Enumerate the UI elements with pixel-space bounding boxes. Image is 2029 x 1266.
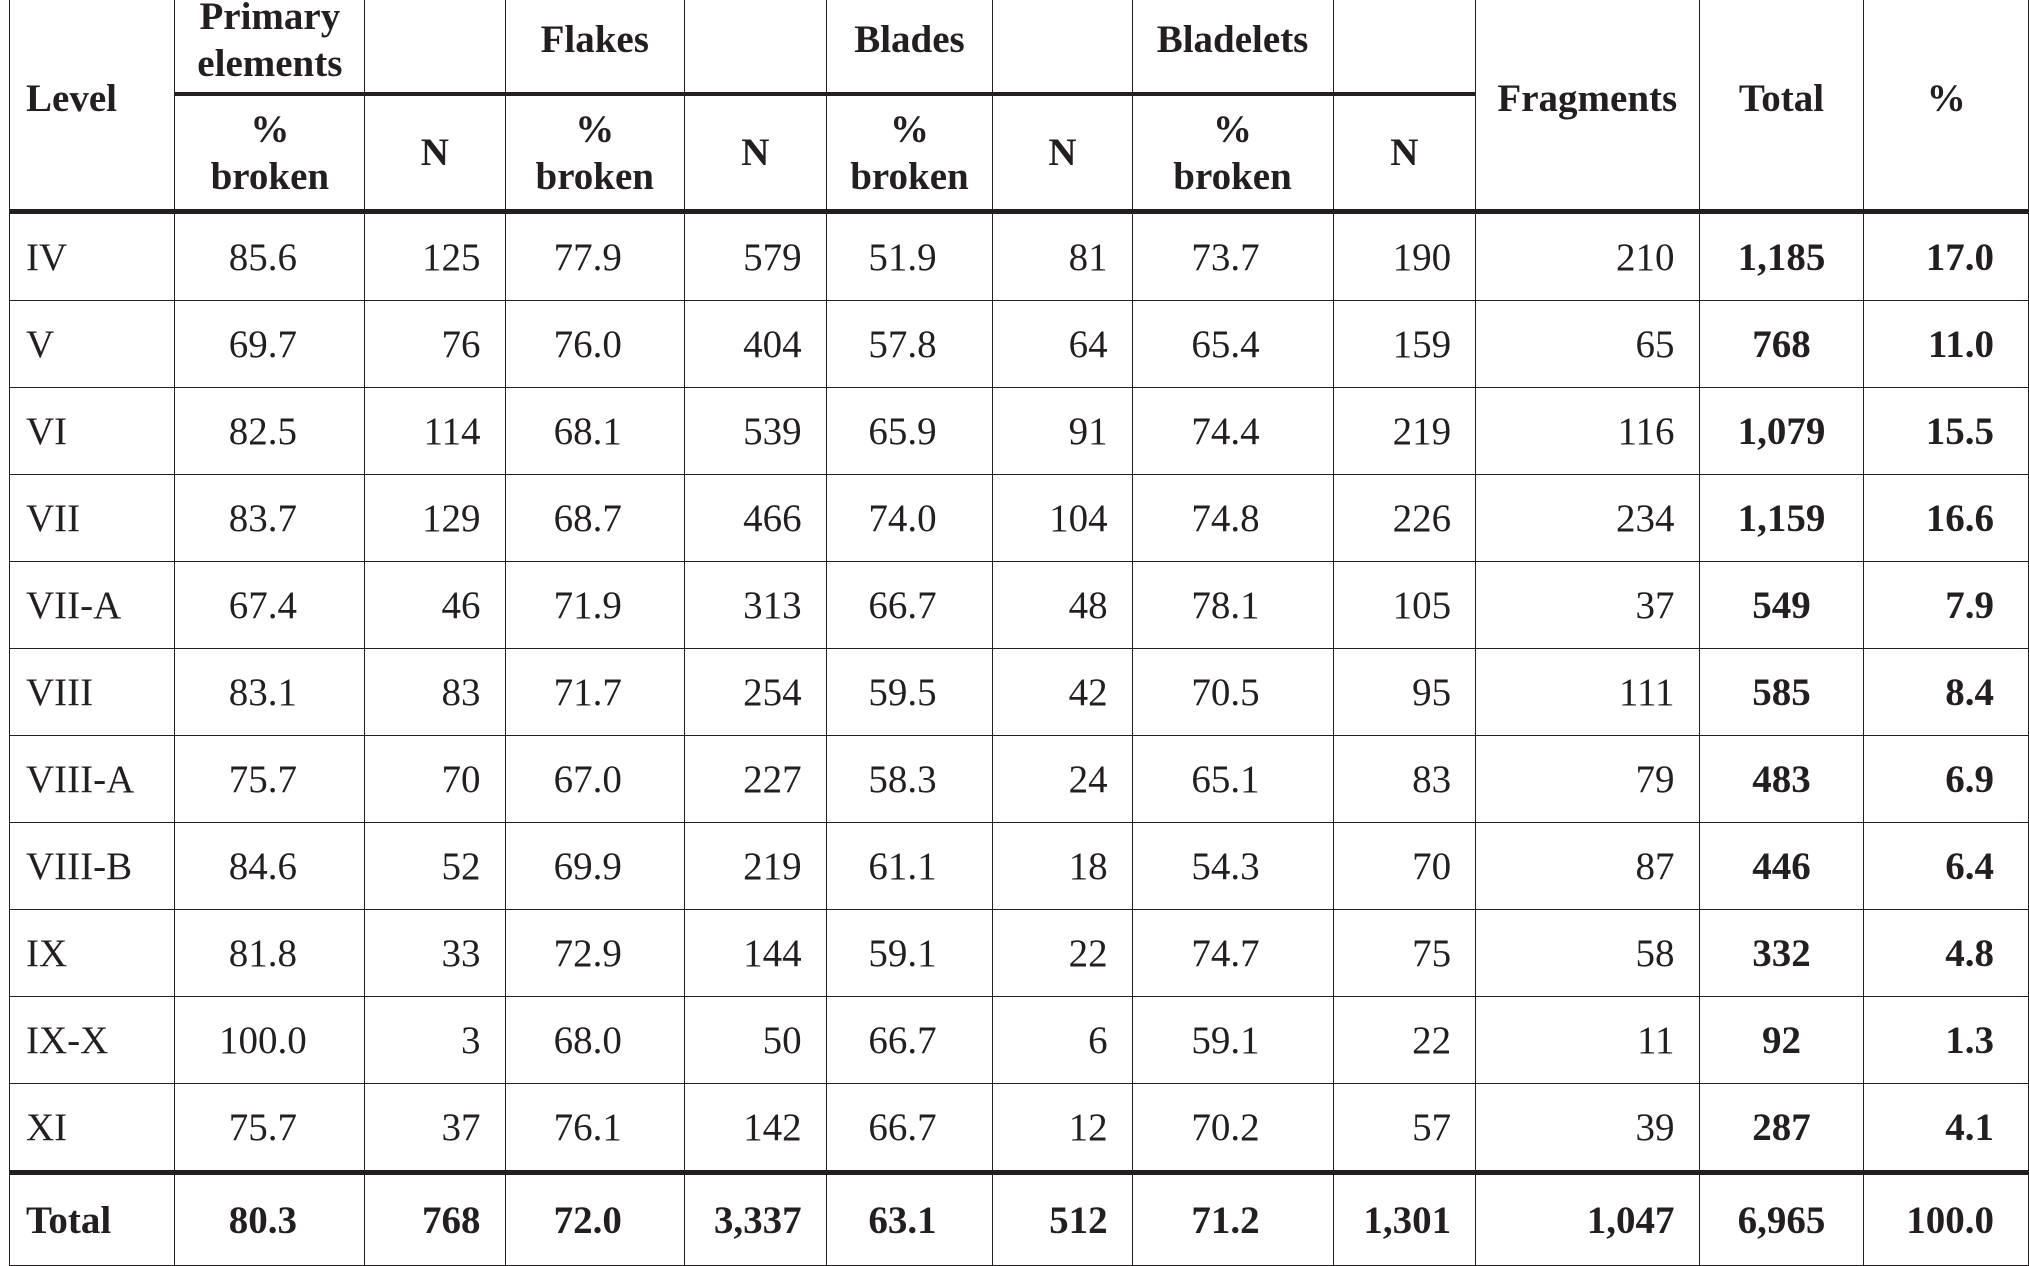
cell-flakes-pct-broken: 71.7 [505, 649, 685, 736]
cell-blades-n: 12 [993, 1084, 1132, 1173]
cell-total: 483 [1699, 736, 1864, 823]
subheader-n: N [685, 94, 827, 212]
cell-flakes-n: 579 [685, 212, 827, 301]
cell-percent: 8.4 [1864, 649, 2029, 736]
cell-blades-pct-broken: 66.7 [826, 1084, 993, 1173]
cell-total: 332 [1699, 910, 1864, 997]
cell-fragments: 37 [1476, 562, 1699, 649]
cell-primary-n: 33 [365, 910, 505, 997]
cell-blades-pct-broken: 66.7 [826, 562, 993, 649]
cell-flakes-n: 144 [685, 910, 827, 997]
cell-bladelets-n: 75 [1333, 910, 1476, 997]
cell-fragments: 116 [1476, 388, 1699, 475]
cell-bladelets-n: 83 [1333, 736, 1476, 823]
table-body [10, 212, 2029, 1266]
cell-primary-n: 3 [365, 997, 505, 1084]
cell-primary-pct-broken: 81.8 [175, 910, 365, 997]
cell-level: VIII-A [10, 736, 175, 823]
cell-bladelets-n: 105 [1333, 562, 1476, 649]
cell-percent: 7.9 [1864, 562, 2029, 649]
cell-percent: 16.6 [1864, 475, 2029, 562]
cell-primary-pct-broken: 82.5 [175, 388, 365, 475]
header-bladelets: Bladelets [1132, 0, 1333, 94]
cell-blades-pct-broken: 57.8 [826, 301, 993, 388]
cell-percent: 100.0 [1864, 1173, 2029, 1266]
cell-fragments: 79 [1476, 736, 1699, 823]
subheader-n: N [993, 94, 1132, 212]
cell-flakes-n: 466 [685, 475, 827, 562]
table-row [10, 736, 2029, 823]
cell-fragments: 234 [1476, 475, 1699, 562]
cell-primary-n: 37 [365, 1084, 505, 1173]
header-empty [1333, 0, 1476, 94]
cell-total: 92 [1699, 997, 1864, 1084]
cell-primary-pct-broken: 83.1 [175, 649, 365, 736]
cell-blades-n: 42 [993, 649, 1132, 736]
table-row [10, 649, 2029, 736]
cell-blades-n: 6 [993, 997, 1132, 1084]
cell-flakes-pct-broken: 67.0 [505, 736, 685, 823]
cell-percent: 15.5 [1864, 388, 2029, 475]
cell-blades-pct-broken: 61.1 [826, 823, 993, 910]
cell-bladelets-pct-broken: 74.4 [1132, 388, 1333, 475]
header-flakes: Flakes [505, 0, 685, 94]
cell-primary-n: 76 [365, 301, 505, 388]
cell-flakes-pct-broken: 68.7 [505, 475, 685, 562]
cell-level: VII-A [10, 562, 175, 649]
cell-bladelets-pct-broken: 70.5 [1132, 649, 1333, 736]
cell-blades-pct-broken: 74.0 [826, 475, 993, 562]
cell-flakes-n: 539 [685, 388, 827, 475]
cell-blades-n: 22 [993, 910, 1132, 997]
cell-bladelets-pct-broken: 71.2 [1132, 1173, 1333, 1266]
cell-percent: 6.9 [1864, 736, 2029, 823]
cell-flakes-pct-broken: 72.9 [505, 910, 685, 997]
cell-bladelets-pct-broken: 78.1 [1132, 562, 1333, 649]
cell-blades-pct-broken: 59.1 [826, 910, 993, 997]
cell-total: 549 [1699, 562, 1864, 649]
cell-primary-n: 129 [365, 475, 505, 562]
cell-bladelets-n: 190 [1333, 212, 1476, 301]
cell-bladelets-n: 57 [1333, 1084, 1476, 1173]
cell-fragments: 111 [1476, 649, 1699, 736]
cell-percent: 1.3 [1864, 997, 2029, 1084]
cell-flakes-n: 313 [685, 562, 827, 649]
cell-bladelets-n: 95 [1333, 649, 1476, 736]
cell-primary-pct-broken: 85.6 [175, 212, 365, 301]
cell-level: VIII-B [10, 823, 175, 910]
subheader-pct-broken: % broken [175, 94, 365, 212]
cell-primary-pct-broken: 75.7 [175, 1084, 365, 1173]
lithic-breakage-table [9, 0, 2029, 1266]
cell-flakes-pct-broken: 76.0 [505, 301, 685, 388]
cell-blades-pct-broken: 65.9 [826, 388, 993, 475]
cell-bladelets-n: 70 [1333, 823, 1476, 910]
header-empty [365, 0, 505, 94]
table-row [10, 388, 2029, 475]
cell-blades-n: 91 [993, 388, 1132, 475]
cell-level: Total [10, 1173, 175, 1266]
cell-primary-pct-broken: 84.6 [175, 823, 365, 910]
cell-flakes-pct-broken: 68.0 [505, 997, 685, 1084]
header-blades: Blades [826, 0, 993, 94]
cell-bladelets-pct-broken: 74.7 [1132, 910, 1333, 997]
table-row [10, 1084, 2029, 1173]
cell-percent: 4.1 [1864, 1084, 2029, 1173]
cell-blades-pct-broken: 63.1 [826, 1173, 993, 1266]
header-fragments: Fragments [1476, 0, 1699, 212]
cell-flakes-n: 142 [685, 1084, 827, 1173]
cell-blades-n: 48 [993, 562, 1132, 649]
cell-flakes-pct-broken: 72.0 [505, 1173, 685, 1266]
cell-primary-n: 768 [365, 1173, 505, 1266]
cell-bladelets-pct-broken: 65.4 [1132, 301, 1333, 388]
cell-fragments: 210 [1476, 212, 1699, 301]
cell-total: 446 [1699, 823, 1864, 910]
subheader-pct-broken: % broken [1132, 94, 1333, 212]
cell-percent: 17.0 [1864, 212, 2029, 301]
table-row [10, 910, 2029, 997]
cell-level: VI [10, 388, 175, 475]
table-row [10, 562, 2029, 649]
cell-blades-n: 104 [993, 475, 1132, 562]
cell-level: VIII [10, 649, 175, 736]
cell-fragments: 1,047 [1476, 1173, 1699, 1266]
subheader-pct-broken: % broken [505, 94, 685, 212]
cell-blades-pct-broken: 58.3 [826, 736, 993, 823]
table-row [10, 475, 2029, 562]
cell-bladelets-n: 1,301 [1333, 1173, 1476, 1266]
cell-primary-n: 70 [365, 736, 505, 823]
cell-bladelets-n: 219 [1333, 388, 1476, 475]
cell-primary-pct-broken: 100.0 [175, 997, 365, 1084]
cell-flakes-n: 3,337 [685, 1173, 827, 1266]
cell-fragments: 39 [1476, 1084, 1699, 1173]
cell-flakes-n: 219 [685, 823, 827, 910]
total-row [10, 1173, 2029, 1266]
cell-blades-pct-broken: 51.9 [826, 212, 993, 301]
cell-bladelets-pct-broken: 54.3 [1132, 823, 1333, 910]
cell-percent: 6.4 [1864, 823, 2029, 910]
cell-bladelets-pct-broken: 74.8 [1132, 475, 1333, 562]
cell-bladelets-pct-broken: 70.2 [1132, 1084, 1333, 1173]
cell-bladelets-pct-broken: 65.1 [1132, 736, 1333, 823]
cell-total: 287 [1699, 1084, 1864, 1173]
cell-blades-pct-broken: 66.7 [826, 997, 993, 1084]
header-percent: % [1864, 0, 2029, 212]
cell-blades-n: 512 [993, 1173, 1132, 1266]
table-row [10, 301, 2029, 388]
cell-blades-n: 81 [993, 212, 1132, 301]
cell-fragments: 11 [1476, 997, 1699, 1084]
cell-bladelets-pct-broken: 73.7 [1132, 212, 1333, 301]
cell-primary-pct-broken: 67.4 [175, 562, 365, 649]
cell-fragments: 87 [1476, 823, 1699, 910]
cell-blades-pct-broken: 59.5 [826, 649, 993, 736]
cell-primary-pct-broken: 75.7 [175, 736, 365, 823]
cell-fragments: 58 [1476, 910, 1699, 997]
cell-total: 768 [1699, 301, 1864, 388]
cell-primary-pct-broken: 69.7 [175, 301, 365, 388]
header-primary-elements: Primary elements [175, 0, 365, 94]
table-row [10, 212, 2029, 301]
cell-primary-n: 125 [365, 212, 505, 301]
cell-primary-n: 114 [365, 388, 505, 475]
cell-level: VII [10, 475, 175, 562]
header-empty [685, 0, 827, 94]
cell-flakes-pct-broken: 76.1 [505, 1084, 685, 1173]
cell-flakes-n: 404 [685, 301, 827, 388]
subheader-n: N [1333, 94, 1476, 212]
subheader-pct-broken: % broken [826, 94, 993, 212]
cell-primary-pct-broken: 80.3 [175, 1173, 365, 1266]
cell-blades-n: 64 [993, 301, 1132, 388]
header-empty [993, 0, 1132, 94]
cell-flakes-n: 227 [685, 736, 827, 823]
cell-total: 585 [1699, 649, 1864, 736]
cell-bladelets-n: 22 [1333, 997, 1476, 1084]
cell-flakes-n: 254 [685, 649, 827, 736]
cell-primary-n: 46 [365, 562, 505, 649]
cell-level: IV [10, 212, 175, 301]
cell-flakes-pct-broken: 68.1 [505, 388, 685, 475]
cell-bladelets-n: 159 [1333, 301, 1476, 388]
header-total: Total [1699, 0, 1864, 212]
cell-total: 6,965 [1699, 1173, 1864, 1266]
cell-level: V [10, 301, 175, 388]
cell-primary-n: 52 [365, 823, 505, 910]
cell-level: XI [10, 1084, 175, 1173]
cell-percent: 11.0 [1864, 301, 2029, 388]
header-level: Level [10, 0, 175, 212]
cell-flakes-pct-broken: 69.9 [505, 823, 685, 910]
cell-bladelets-pct-broken: 59.1 [1132, 997, 1333, 1084]
cell-bladelets-n: 226 [1333, 475, 1476, 562]
table-row [10, 823, 2029, 910]
cell-total: 1,159 [1699, 475, 1864, 562]
cell-level: IX-X [10, 997, 175, 1084]
table-row [10, 997, 2029, 1084]
cell-total: 1,079 [1699, 388, 1864, 475]
cell-percent: 4.8 [1864, 910, 2029, 997]
cell-blades-n: 18 [993, 823, 1132, 910]
cell-flakes-pct-broken: 71.9 [505, 562, 685, 649]
subheader-n: N [365, 94, 505, 212]
cell-blades-n: 24 [993, 736, 1132, 823]
cell-primary-n: 83 [365, 649, 505, 736]
cell-fragments: 65 [1476, 301, 1699, 388]
cell-total: 1,185 [1699, 212, 1864, 301]
cell-flakes-n: 50 [685, 997, 827, 1084]
cell-primary-pct-broken: 83.7 [175, 475, 365, 562]
cell-level: IX [10, 910, 175, 997]
cell-flakes-pct-broken: 77.9 [505, 212, 685, 301]
